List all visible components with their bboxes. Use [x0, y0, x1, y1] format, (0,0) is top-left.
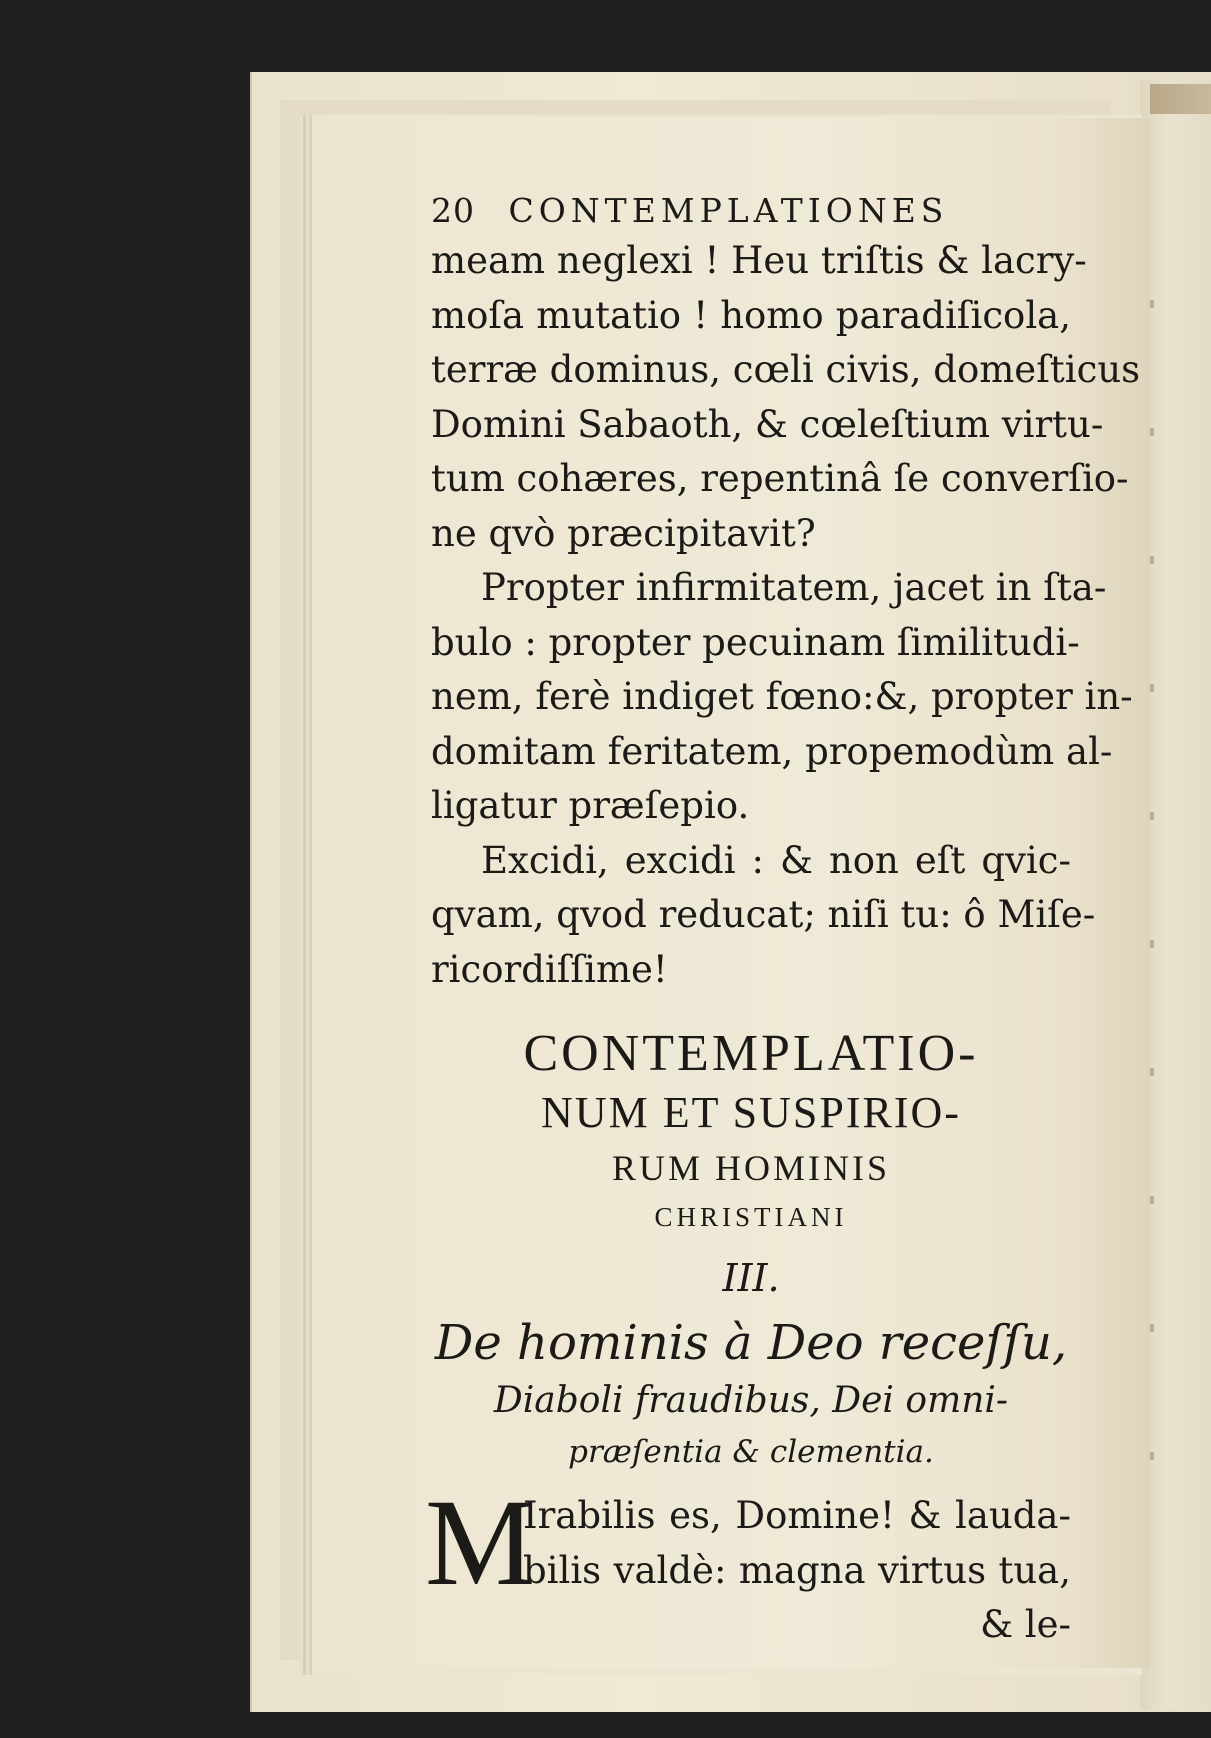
running-head [431, 188, 1071, 234]
text-line: bulo : propter pecuinam ſimilitudi- [431, 620, 1080, 664]
paragraph-2 [431, 561, 1133, 834]
text-line: Propter infirmitatem, jacet in ſta- [481, 566, 1107, 609]
section-subtitle [431, 1311, 1071, 1477]
text-line: terræ dominus, cœli civis, domeſticus [431, 348, 1141, 391]
subtitle-line-3: præſentia & clementia. [568, 1434, 934, 1470]
text-line: nem, ferè indiget fœno:&, propter in- [431, 675, 1133, 718]
text-line: ricordiſſime! [431, 947, 668, 991]
paragraph-3 [431, 834, 1096, 998]
drop-cap: M [425, 1474, 536, 1611]
subtitle-line-1: De hominis à Deo receſſu, [434, 1315, 1068, 1371]
section-numeral: III. [722, 1256, 780, 1300]
section-heading [431, 1023, 1071, 1311]
heading-line-4: CHRISTIANI [654, 1202, 848, 1232]
page-fold-edge [1150, 180, 1154, 1560]
text-line: meam neglexi ! Heu triſtis & lacry- [431, 239, 1087, 282]
text-line: Irabilis es, Domine! & lauda- [523, 1494, 1071, 1537]
running-title: CONTEMPLATIONES [508, 191, 949, 230]
page-number: 20 [431, 191, 475, 230]
text-line: domitam feritatem, propemodùm al- [431, 729, 1113, 773]
heading-line-2: NUM ET SUSPIRIO- [541, 1088, 961, 1137]
subtitle-line-2: Diaboli fraudibus, Dei omni- [493, 1380, 1009, 1421]
text-line: Domini Sabaoth, & cœleſtium virtu- [431, 402, 1104, 446]
catchword: & le- [980, 1603, 1071, 1646]
paragraph-1 [431, 234, 1141, 561]
text-line: moſa mutatio ! homo paradiſicola, [431, 293, 1071, 337]
text-line: bilis valdè: magna virtus tua, [523, 1548, 1071, 1592]
text-line: ne qvò præcipitavit? [431, 511, 816, 555]
binding-strip [1150, 84, 1211, 114]
text-line: Excidi, excidi : & non eſt qvic- [481, 838, 1071, 882]
text-line: tum cohæres, repentinâ ſe converſio- [431, 457, 1129, 500]
page-text [425, 188, 1141, 1652]
opening-paragraph [425, 1474, 1071, 1652]
text-line: qvam, qvod reducat; niſi tu: ô Miſe- [431, 893, 1096, 936]
heading-line-1: CONTEMPLATIO- [523, 1025, 979, 1082]
text-line: ligatur præſepio. [431, 784, 750, 827]
heading-line-3: RUM HOMINIS [611, 1148, 891, 1188]
